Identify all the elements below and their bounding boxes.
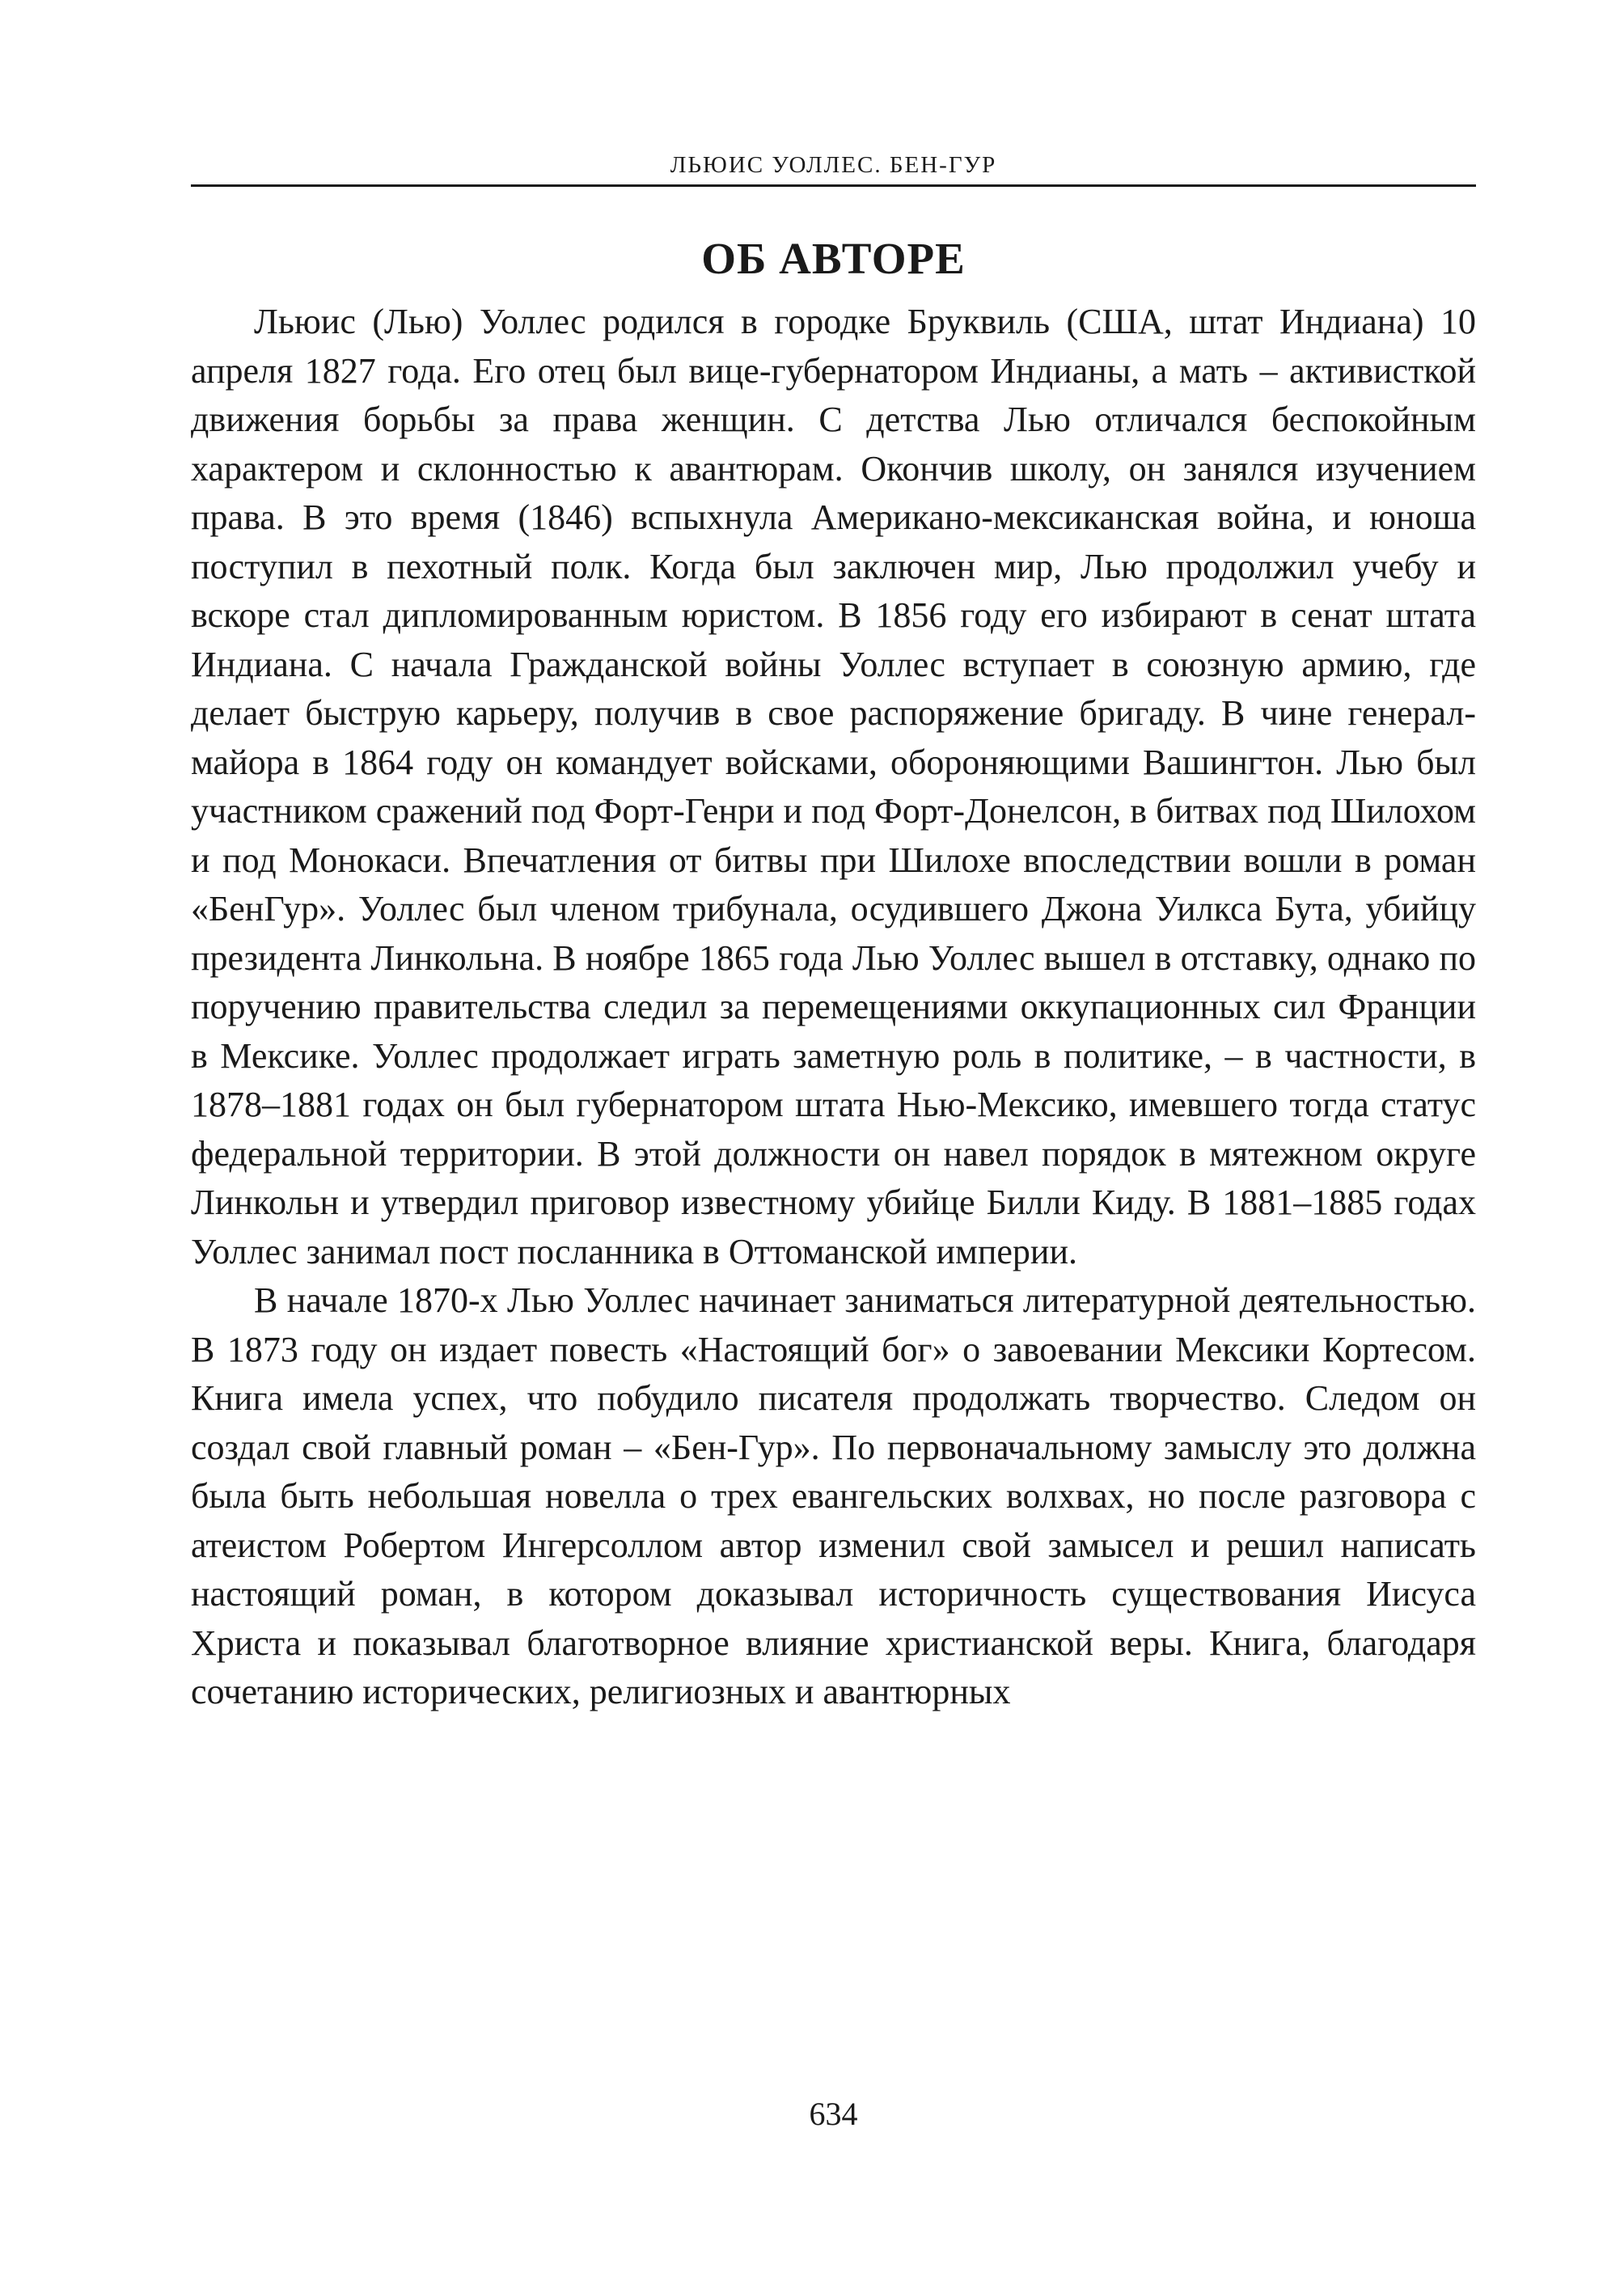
section-title: ОБ АВТОРЕ bbox=[701, 234, 966, 283]
paragraph: Льюис (Лью) Уоллес родился в городке Бруквиль (США, штат Индиана) 10 апреля 1827 года. Его отец был вице-губернатором Индианы, а мать – активисткой движения борьбы за права женщин. С детства Лью отличался беспокойным характером и склонностью к авантюрам. Окончив школу, он занялся изучением права. В это время (1846) вспыхнула Американо-мексиканская война, и юноша поступил в пехотный полк. Когда был заключен мир, Лью продолжил учебу и вскоре стал дипломированным юристом. В 1856 году его избирают в сенат штата Индиана. С начала Гражданской войны Уоллес вступает в союзную армию, где делает быструю карьеру, получив в свое распоряжение бригаду. В чине генерал-майора в 1864 году он командует войсками, обороняющими Вашингтон. Лью был участником сражений под Форт-Генри и под Форт-Донелсон, в битвах под Шилохом и под Монокаси. Впечатления от битвы при Шилохе впоследствии вошли в роман «БенГур». Уоллес был членом трибунала, осудившего Джона Уилкса Бута, убийцу президента Линкольна. В ноябре 1865 года Лью Уоллес вышел в отставку, однако по поручению правительства следил за перемещениями оккупационных сил Франции в Мексике. Уоллес продолжает играть заметную роль в политике, – в частности, в 1878–1881 годах он был губернатором штата Нью-Мексико, имевшего тогда статус федеральной территории. В этой должности он навел порядок в мятежном округе Линкольн и утвердил приговор известному убийце Билли Киду. В 1881–1885 годах Уоллес занимал пост посланника в Оттоманской империи. bbox=[191, 302, 1476, 1271]
page-number: 634 bbox=[809, 2096, 858, 2132]
body-text bbox=[191, 298, 1476, 1717]
running-header: ЛЬЮИС УОЛЛЕС. БЕН-ГУР bbox=[670, 152, 997, 178]
paragraph: В начале 1870-х Лью Уоллес начинает заниматься литературной деятельностью. В 1873 году он издает повесть «Настоящий бог» о завоевании Мексики Кортесом. Книга имела успех, что побудило писателя продолжать творчество. Следом он создал свой главный роман – «Бен-Гур». По первоначальному замыслу это должна была быть небольшая новелла о трех евангельских волхвах, но после разговора с атеистом Робертом Ингерсоллом автор изменил свой замысел и решил написать настоящий роман, в котором доказывал историчность существования Иисуса Христа и показывал благотворное влияние христианской веры. Книга, благодаря сочетанию исторических, религиозных и авантюрных bbox=[191, 1280, 1476, 1711]
header-rule bbox=[191, 184, 1476, 187]
